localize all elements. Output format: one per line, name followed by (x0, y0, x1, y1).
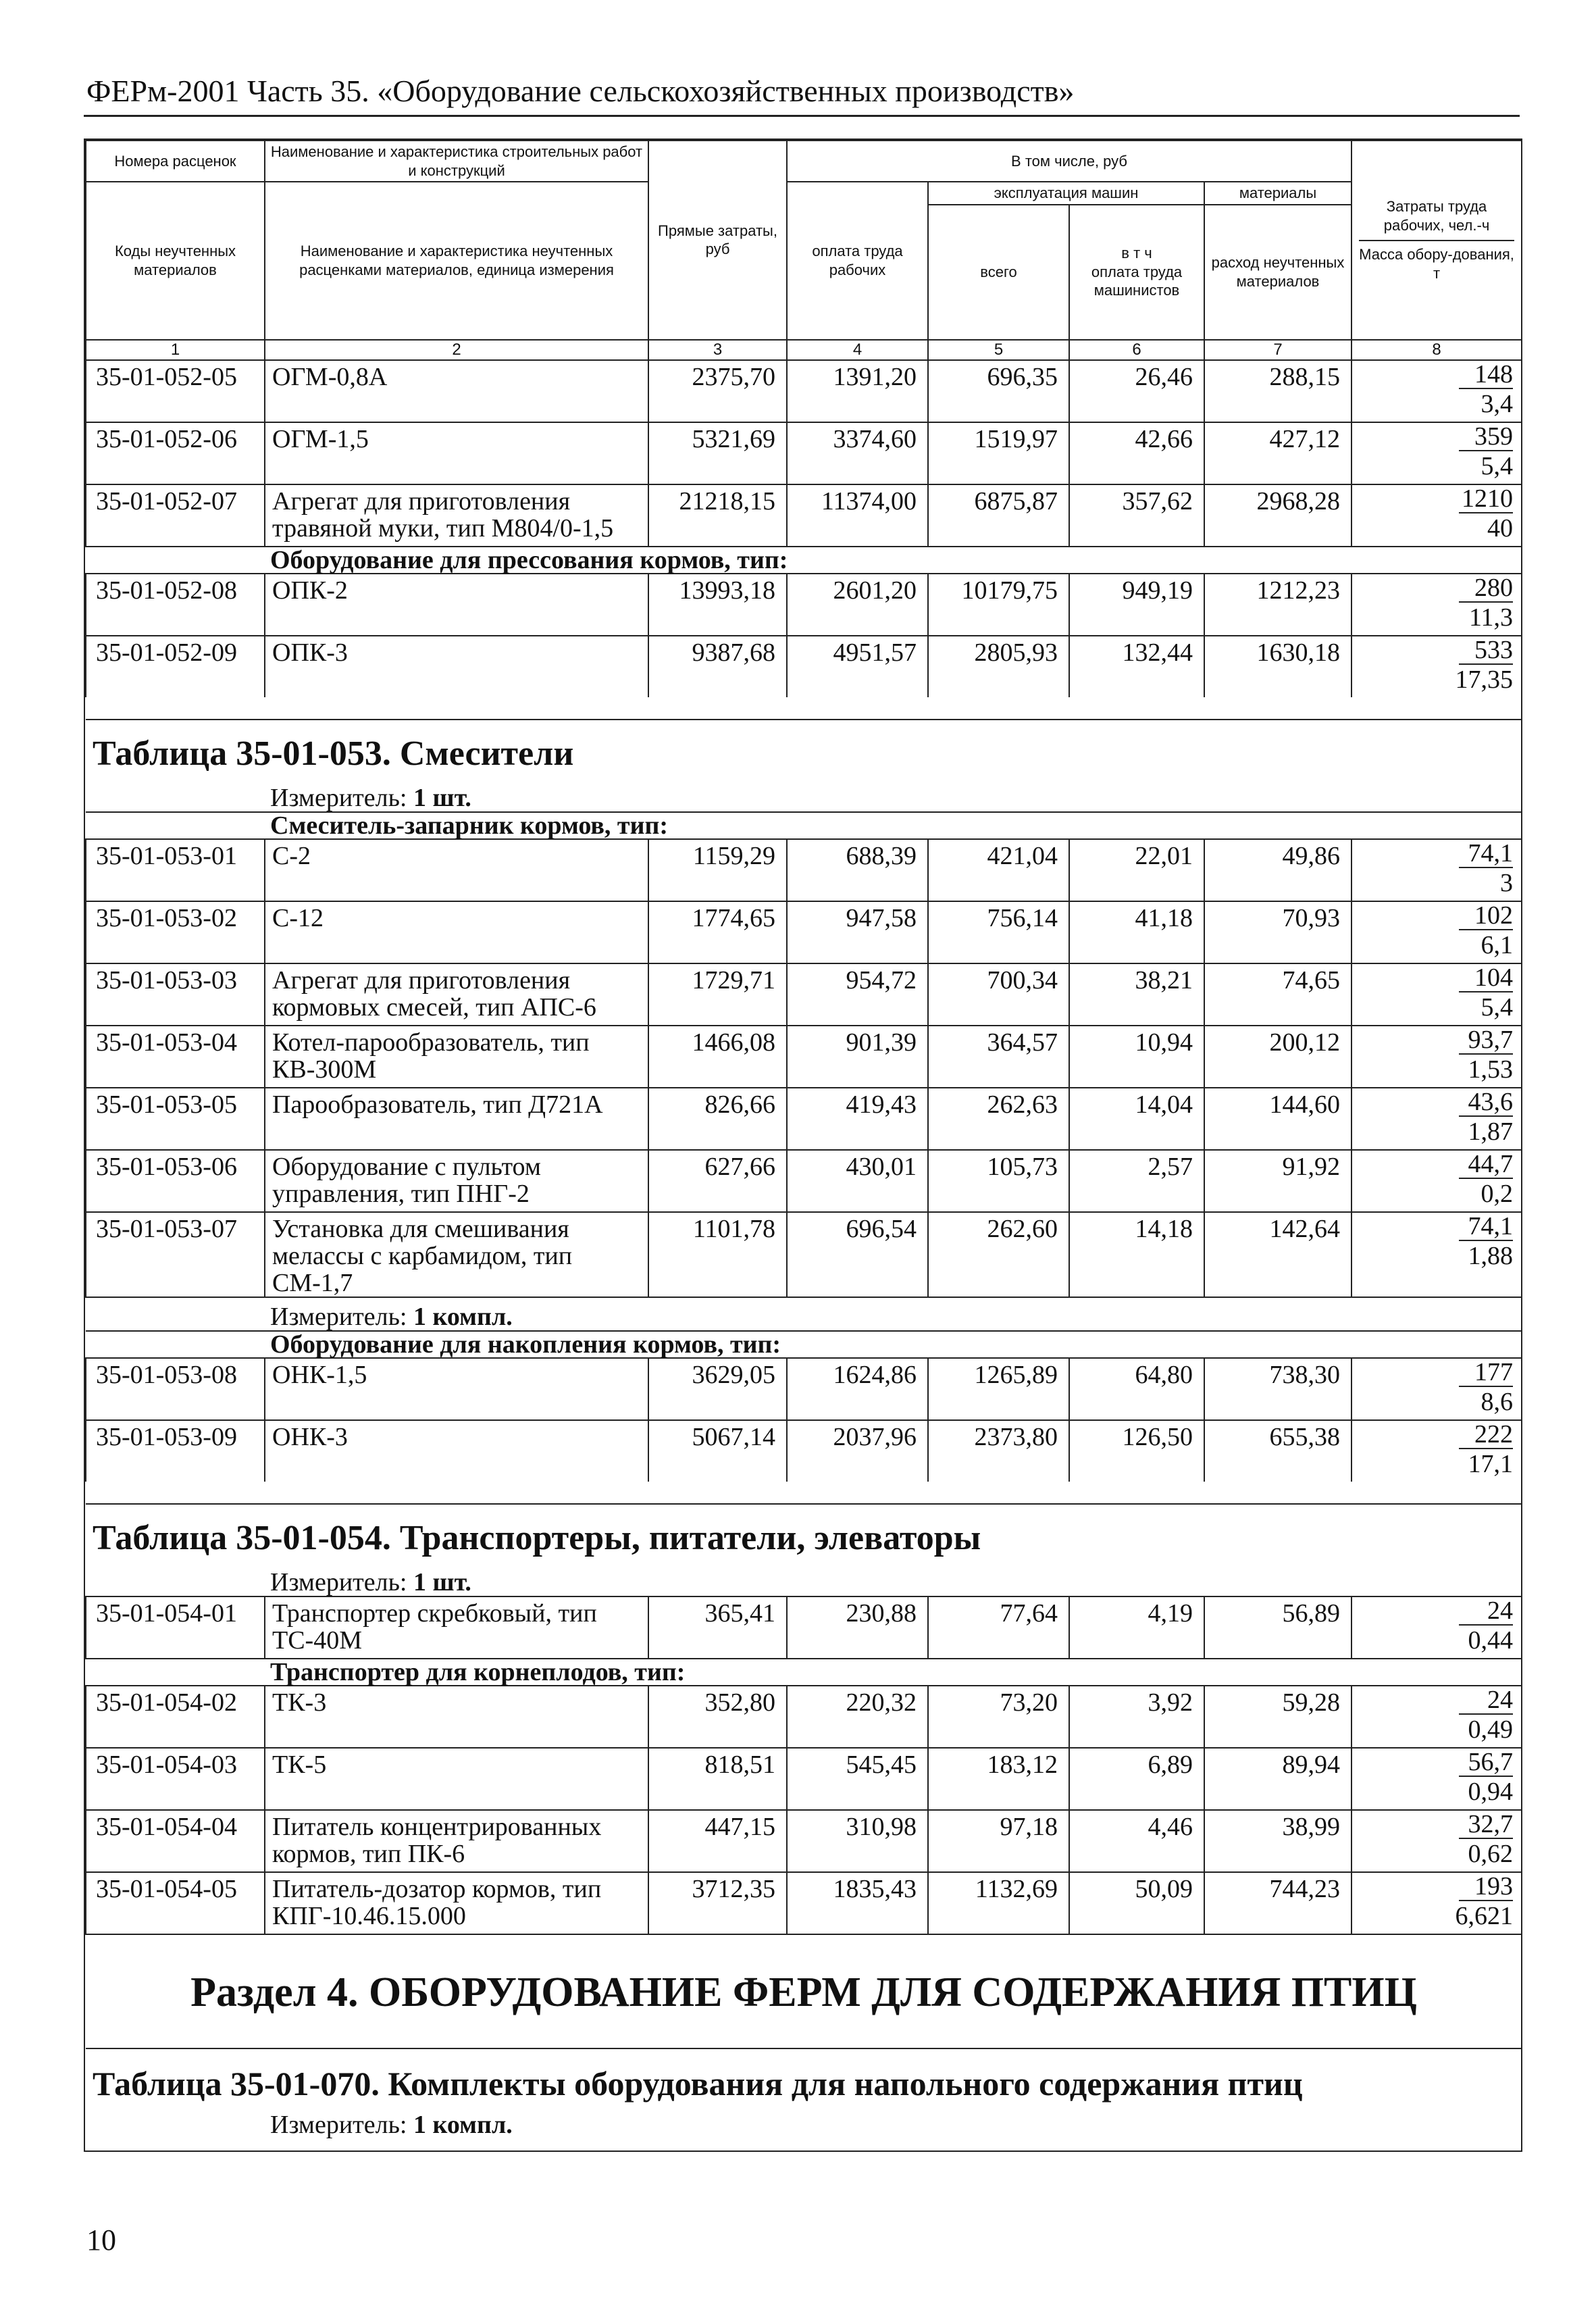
unit-value: 1 шт. (413, 1567, 471, 1596)
operators-pay: 949,19 (1069, 574, 1204, 636)
direct-cost: 1729,71 (648, 963, 787, 1026)
item-name: ОПК-3 (265, 636, 648, 697)
operators-pay: 41,18 (1069, 901, 1204, 963)
materials-cost: 1212,23 (1204, 574, 1352, 636)
materials-cost: 427,12 (1204, 422, 1352, 484)
rate-code: 35-01-053-02 (86, 901, 265, 963)
equipment-mass: 8,6 (1481, 1387, 1514, 1416)
equipment-mass: 0,62 (1468, 1839, 1514, 1868)
labor-mass-cell (1352, 839, 1522, 901)
table-row (86, 963, 1522, 1026)
rate-code: 35-01-052-06 (86, 422, 265, 484)
direct-cost: 1159,29 (648, 839, 787, 901)
machines-total: 262,63 (928, 1088, 1069, 1150)
machines-total: 1519,97 (928, 422, 1069, 484)
table-row (86, 1150, 1522, 1212)
header-name-bottom: Наименование и характеристика неучтенных расценками материалов, единица измерения (265, 182, 648, 340)
header-machines: эксплуатация машин (928, 182, 1204, 205)
operators-pay: 22,01 (1069, 839, 1204, 901)
operators-pay: 6,89 (1069, 1748, 1204, 1810)
labor-hours: 1210 (1459, 485, 1513, 513)
rate-code: 35-01-053-06 (86, 1150, 265, 1212)
item-name: ОПК-2 (265, 574, 648, 636)
equipment-mass: 11,3 (1468, 603, 1514, 632)
labor-hours: 359 (1459, 423, 1513, 451)
header-ti: в т ч (1121, 245, 1152, 262)
machines-total: 421,04 (928, 839, 1069, 901)
rate-code: 35-01-052-07 (86, 484, 265, 547)
table-row (86, 360, 1522, 422)
labor-hours: 148 (1459, 361, 1513, 389)
rate-code: 35-01-054-05 (86, 1872, 265, 1934)
item-name: ОНК-3 (265, 1420, 648, 1482)
materials-cost: 89,94 (1204, 1748, 1352, 1810)
labor-hours: 24 (1459, 1686, 1513, 1715)
materials-cost: 288,15 (1204, 360, 1352, 422)
column-numbers-row (86, 340, 1522, 360)
materials-cost: 738,30 (1204, 1358, 1352, 1420)
labor-pay: 419,43 (787, 1088, 928, 1150)
labor-pay: 954,72 (787, 963, 928, 1026)
direct-cost: 365,41 (648, 1596, 787, 1659)
rates-table (85, 140, 1522, 2150)
column-number: 5 (928, 340, 1069, 360)
rate-code: 35-01-053-03 (86, 963, 265, 1026)
table-row (86, 1088, 1522, 1150)
header-total: всего (928, 205, 1069, 340)
labor-mass-cell (1352, 1872, 1522, 1934)
machines-total: 73,20 (928, 1686, 1069, 1748)
direct-cost: 5067,14 (648, 1420, 787, 1482)
table-row (86, 839, 1522, 901)
item-name: ТК-5 (265, 1748, 648, 1810)
labor-pay: 688,39 (787, 839, 928, 901)
machines-total: 6875,87 (928, 484, 1069, 547)
materials-cost: 49,86 (1204, 839, 1352, 901)
materials-cost: 91,92 (1204, 1150, 1352, 1212)
equipment-mass: 0,44 (1468, 1626, 1514, 1655)
subgroup-title: Транспортер для корнеплодов, тип: (265, 1659, 1522, 1686)
table-row (86, 1026, 1522, 1088)
subgroup-row (86, 812, 1522, 839)
column-number: 3 (648, 340, 787, 360)
direct-cost: 1101,78 (648, 1212, 787, 1297)
labor-pay: 310,98 (787, 1810, 928, 1872)
equipment-mass: 0,94 (1468, 1777, 1514, 1806)
equipment-mass: 5,4 (1481, 451, 1514, 480)
header-unacc: расход неучтенных материалов (1204, 205, 1352, 340)
materials-cost: 1630,18 (1204, 636, 1352, 697)
labor-pay: 3374,60 (787, 422, 928, 484)
operators-pay: 42,66 (1069, 422, 1204, 484)
direct-cost: 1466,08 (648, 1026, 787, 1088)
item-name: ТК-3 (265, 1686, 648, 1748)
header-labor-pay: оплата труда рабочих (787, 182, 928, 340)
table-row (86, 1212, 1522, 1297)
equipment-mass: 6,1 (1481, 930, 1514, 959)
table-title-row (86, 1504, 1522, 1563)
header-materials: материалы (1204, 182, 1352, 205)
machines-total: 10179,75 (928, 574, 1069, 636)
labor-mass-cell (1352, 1810, 1522, 1872)
machines-total: 77,64 (928, 1596, 1069, 1659)
rate-code: 35-01-053-05 (86, 1088, 265, 1150)
equipment-mass: 17,1 (1468, 1449, 1514, 1478)
rate-code: 35-01-052-09 (86, 636, 265, 697)
table-title-row (86, 720, 1522, 779)
labor-pay: 901,39 (787, 1026, 928, 1088)
operators-pay: 3,92 (1069, 1686, 1204, 1748)
machines-total: 105,73 (928, 1150, 1069, 1212)
labor-mass-cell (1352, 1596, 1522, 1659)
item-name: Котел-парообразователь, тип КВ-300М (265, 1026, 648, 1088)
header-direct: Прямые затраты, руб (648, 141, 787, 340)
item-name: Парообразователь, тип Д721А (265, 1088, 648, 1150)
direct-cost: 3629,05 (648, 1358, 787, 1420)
operators-pay: 50,09 (1069, 1872, 1204, 1934)
labor-mass-cell (1352, 963, 1522, 1026)
machines-total: 97,18 (928, 1810, 1069, 1872)
table-title: Таблица 35-01-070. Комплекты оборудования для напольного содержания птиц (86, 2048, 1522, 2106)
direct-cost: 21218,15 (648, 484, 787, 547)
labor-mass-cell (1352, 484, 1522, 547)
unit-label: Измеритель: (270, 1567, 407, 1596)
column-number: 7 (1204, 340, 1352, 360)
labor-hours: 93,7 (1459, 1026, 1513, 1055)
subgroup-row (86, 1659, 1522, 1686)
operators-pay: 4,19 (1069, 1596, 1204, 1659)
table-row (86, 1358, 1522, 1420)
table-row (86, 636, 1522, 697)
labor-pay: 2037,96 (787, 1420, 928, 1482)
table-header (86, 141, 1522, 360)
table-title-row (86, 2048, 1522, 2106)
running-title: ФЕРм-2001 Часть 35. «Оборудование сельскохозяйственных производств» (86, 74, 1075, 108)
item-name: Установка для смешивания мелассы с карбамидом, тип СМ-1,7 (265, 1212, 648, 1297)
subgroup-title: Оборудование для прессования кормов, тип: (265, 547, 1522, 574)
unit-label: Измеритель: (270, 2110, 407, 2139)
unit-line (265, 1563, 1522, 1596)
header-codes-bottom: Коды неучтенных материалов (86, 182, 265, 340)
direct-cost: 2375,70 (648, 360, 787, 422)
rate-code: 35-01-054-04 (86, 1810, 265, 1872)
table-row (86, 1748, 1522, 1810)
unit-line (265, 1297, 1522, 1331)
unit-row (86, 1297, 1522, 1331)
materials-cost: 655,38 (1204, 1420, 1352, 1482)
materials-cost: 142,64 (1204, 1212, 1352, 1297)
labor-mass-cell (1352, 360, 1522, 422)
rate-code: 35-01-053-08 (86, 1358, 265, 1420)
operators-pay: 14,18 (1069, 1212, 1204, 1297)
rate-code: 35-01-053-04 (86, 1026, 265, 1088)
page-number: 10 (86, 2223, 116, 2257)
labor-hours: 102 (1459, 902, 1513, 930)
direct-cost: 9387,68 (648, 636, 787, 697)
labor-hours: 193 (1459, 1873, 1513, 1901)
materials-cost: 2968,28 (1204, 484, 1352, 547)
item-name: С-2 (265, 839, 648, 901)
materials-cost: 70,93 (1204, 901, 1352, 963)
labor-mass-cell (1352, 1420, 1522, 1482)
labor-mass-cell (1352, 901, 1522, 963)
equipment-mass: 1,53 (1468, 1055, 1514, 1084)
machines-total: 1265,89 (928, 1358, 1069, 1420)
direct-cost: 1774,65 (648, 901, 787, 963)
header-labor-top: Затраты труда рабочих, чел.-ч (1383, 198, 1490, 234)
machines-total: 2373,80 (928, 1420, 1069, 1482)
materials-cost: 74,65 (1204, 963, 1352, 1026)
table-row (86, 1686, 1522, 1748)
labor-hours: 43,6 (1459, 1088, 1513, 1117)
labor-mass-cell (1352, 636, 1522, 697)
table-row (86, 1596, 1522, 1659)
subgroup-title: Оборудование для накопления кормов, тип: (265, 1331, 1522, 1358)
rate-code: 35-01-052-05 (86, 360, 265, 422)
equipment-mass: 40 (1487, 513, 1514, 543)
equipment-mass: 3 (1500, 868, 1514, 897)
direct-cost: 447,15 (648, 1810, 787, 1872)
column-number: 4 (787, 340, 928, 360)
materials-cost: 59,28 (1204, 1686, 1352, 1748)
labor-hours: 32,7 (1459, 1811, 1513, 1839)
item-name: ОНК-1,5 (265, 1358, 648, 1420)
equipment-mass: 3,4 (1481, 389, 1514, 418)
item-name: Питатель-дозатор кормов, тип КПГ-10.46.15.000 (265, 1872, 648, 1934)
operators-pay: 64,80 (1069, 1358, 1204, 1420)
labor-pay: 1835,43 (787, 1872, 928, 1934)
labor-hours: 222 (1459, 1421, 1513, 1449)
item-name: Оборудование с пультом управления, тип ПНГ-2 (265, 1150, 648, 1212)
labor-hours: 74,1 (1459, 840, 1513, 868)
unit-label: Измеритель: (270, 1302, 407, 1331)
labor-mass-cell (1352, 1026, 1522, 1088)
table-row (86, 574, 1522, 636)
table-body (86, 360, 1522, 2150)
header-operators-pay: оплата труда машинистов (1091, 263, 1183, 299)
materials-cost: 200,12 (1204, 1026, 1352, 1088)
labor-pay: 1391,20 (787, 360, 928, 422)
labor-hours: 74,1 (1459, 1213, 1513, 1241)
operators-pay: 26,46 (1069, 360, 1204, 422)
labor-mass-cell (1352, 1150, 1522, 1212)
unit-row (86, 779, 1522, 812)
subgroup-title: Смеситель-запарник кормов, тип: (265, 812, 1522, 839)
direct-cost: 13993,18 (648, 574, 787, 636)
unit-row (86, 1563, 1522, 1596)
operators-pay: 126,50 (1069, 1420, 1204, 1482)
operators-pay: 38,21 (1069, 963, 1204, 1026)
labor-hours: 104 (1459, 964, 1513, 992)
table-row (86, 1420, 1522, 1482)
column-number: 8 (1352, 340, 1522, 360)
rates-table-frame (84, 139, 1522, 2152)
equipment-mass: 17,35 (1455, 665, 1514, 694)
labor-pay: 696,54 (787, 1212, 928, 1297)
machines-total: 1132,69 (928, 1872, 1069, 1934)
labor-pay: 220,32 (787, 1686, 928, 1748)
header-labor-bottom: Масса обору-дования, т (1359, 240, 1514, 282)
labor-hours: 280 (1459, 574, 1513, 603)
equipment-mass: 1,88 (1468, 1241, 1514, 1270)
item-name: ОГМ-1,5 (265, 422, 648, 484)
unit-value: 1 компл. (413, 2110, 513, 2139)
machines-total: 364,57 (928, 1026, 1069, 1088)
labor-hours: 24 (1459, 1597, 1513, 1626)
equipment-mass: 0,2 (1481, 1179, 1514, 1208)
labor-mass-cell (1352, 1212, 1522, 1297)
section-title: Раздел 4. ОБОРУДОВАНИЕ ФЕРМ ДЛЯ СОДЕРЖАНИЯ ПТИЦ (86, 1934, 1522, 2048)
unit-label: Измеритель: (270, 783, 407, 812)
item-name: С-12 (265, 901, 648, 963)
operators-pay: 10,94 (1069, 1026, 1204, 1088)
column-number: 6 (1069, 340, 1204, 360)
labor-pay: 230,88 (787, 1596, 928, 1659)
table-row (86, 484, 1522, 547)
rate-code: 35-01-054-03 (86, 1748, 265, 1810)
machines-total: 183,12 (928, 1748, 1069, 1810)
equipment-mass: 5,4 (1481, 992, 1514, 1022)
section-row (86, 1934, 1522, 2048)
item-name: Питатель концентрированных кормов, тип ПК-6 (265, 1810, 648, 1872)
labor-hours: 177 (1459, 1359, 1513, 1387)
table-row (86, 1810, 1522, 1872)
equipment-mass: 6,621 (1455, 1901, 1514, 1930)
labor-pay: 11374,00 (787, 484, 928, 547)
materials-cost: 744,23 (1204, 1872, 1352, 1934)
subgroup-row (86, 547, 1522, 574)
header-name-top: Наименование и характеристика строительных работ и конструкций (265, 141, 648, 182)
direct-cost: 818,51 (648, 1748, 787, 1810)
materials-cost: 144,60 (1204, 1088, 1352, 1150)
header-rule (84, 115, 1520, 117)
column-number: 2 (265, 340, 648, 360)
operators-pay: 357,62 (1069, 484, 1204, 547)
rate-code: 35-01-052-08 (86, 574, 265, 636)
table-row (86, 901, 1522, 963)
operators-pay: 14,04 (1069, 1088, 1204, 1150)
item-name: Транспортер скребковый, тип ТС-40М (265, 1596, 648, 1659)
item-name: ОГМ-0,8А (265, 360, 648, 422)
labor-mass-cell (1352, 1088, 1522, 1150)
machines-total: 700,34 (928, 963, 1069, 1026)
direct-cost: 352,80 (648, 1686, 787, 1748)
direct-cost: 826,66 (648, 1088, 787, 1150)
direct-cost: 3712,35 (648, 1872, 787, 1934)
table-row (86, 1872, 1522, 1934)
labor-pay: 947,58 (787, 901, 928, 963)
labor-pay: 430,01 (787, 1150, 928, 1212)
unit-row (86, 2106, 1522, 2138)
unit-value: 1 шт. (413, 783, 471, 812)
labor-mass-cell (1352, 1748, 1522, 1810)
labor-pay: 1624,86 (787, 1358, 928, 1420)
direct-cost: 627,66 (648, 1150, 787, 1212)
item-name: Агрегат для приготовления кормовых смесей, тип АПС-6 (265, 963, 648, 1026)
unit-value: 1 компл. (413, 1302, 513, 1331)
machines-total: 696,35 (928, 360, 1069, 422)
labor-hours: 44,7 (1459, 1151, 1513, 1179)
labor-mass-cell (1352, 1358, 1522, 1420)
rate-code: 35-01-054-02 (86, 1686, 265, 1748)
materials-cost: 56,89 (1204, 1596, 1352, 1659)
direct-cost: 5321,69 (648, 422, 787, 484)
header-incl: В том числе, руб (787, 141, 1352, 182)
equipment-mass: 1,87 (1468, 1117, 1514, 1146)
unit-line (265, 779, 1522, 812)
equipment-mass: 0,49 (1468, 1715, 1514, 1744)
labor-mass-cell (1352, 422, 1522, 484)
labor-mass-cell (1352, 574, 1522, 636)
machines-total: 262,60 (928, 1212, 1069, 1297)
machines-total: 2805,93 (928, 636, 1069, 697)
materials-cost: 38,99 (1204, 1810, 1352, 1872)
column-number: 1 (86, 340, 265, 360)
machines-total: 756,14 (928, 901, 1069, 963)
item-name: Агрегат для приготовления травяной муки, тип М804/0-1,5 (265, 484, 648, 547)
labor-pay: 545,45 (787, 1748, 928, 1810)
labor-hours: 56,7 (1459, 1749, 1513, 1777)
labor-pay: 4951,57 (787, 636, 928, 697)
table-title: Таблица 35-01-053. Смесители (86, 720, 1522, 779)
unit-line (265, 2106, 1522, 2138)
labor-hours: 533 (1459, 636, 1513, 665)
table-title: Таблица 35-01-054. Транспортеры, питатели, элеваторы (86, 1504, 1522, 1563)
rate-code: 35-01-053-09 (86, 1420, 265, 1482)
rate-code: 35-01-054-01 (86, 1596, 265, 1659)
rate-code: 35-01-053-07 (86, 1212, 265, 1297)
subgroup-row (86, 1331, 1522, 1358)
operators-pay: 132,44 (1069, 636, 1204, 697)
header-codes-top: Номера расценок (86, 141, 265, 182)
operators-pay: 4,46 (1069, 1810, 1204, 1872)
labor-pay: 2601,20 (787, 574, 928, 636)
header-labor-mass (1352, 141, 1522, 340)
operators-pay: 2,57 (1069, 1150, 1204, 1212)
labor-mass-cell (1352, 1686, 1522, 1748)
table-row (86, 422, 1522, 484)
header-operators (1069, 205, 1204, 340)
rate-code: 35-01-053-01 (86, 839, 265, 901)
